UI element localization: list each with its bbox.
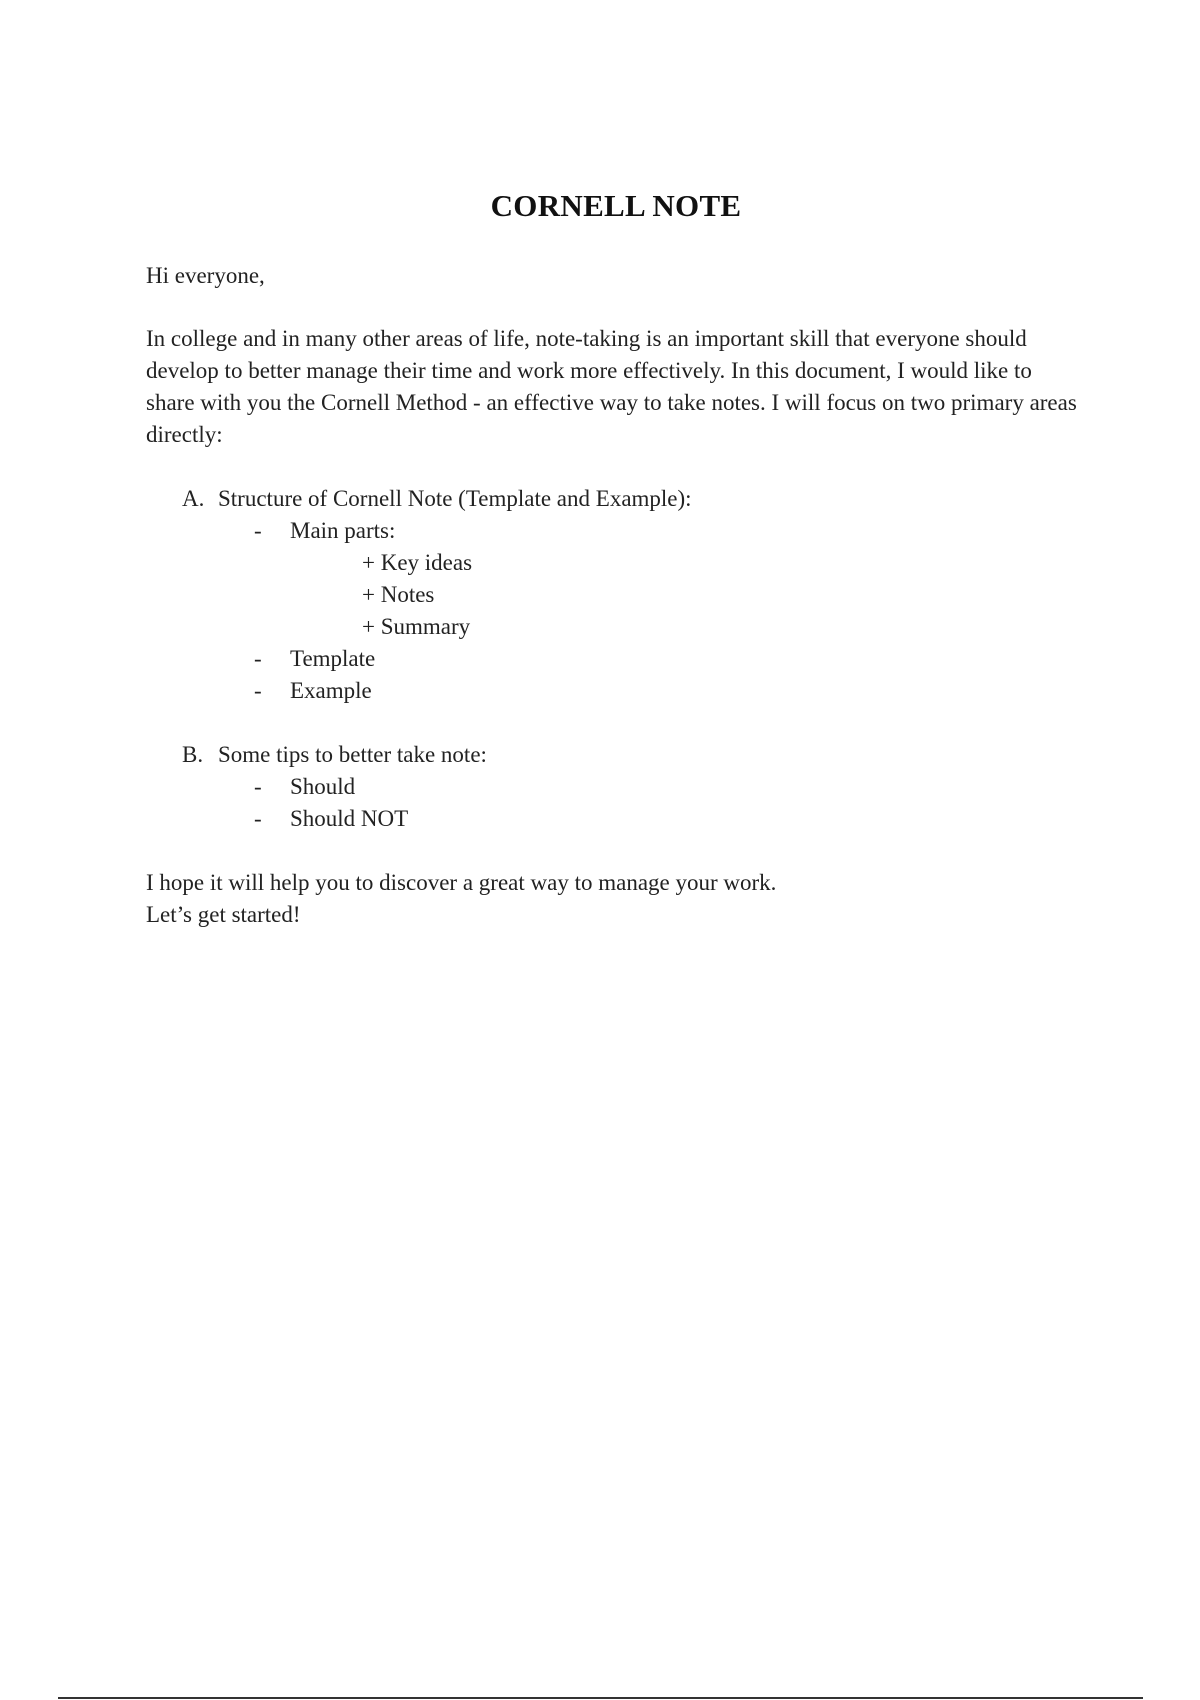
list-item-label: Template <box>290 646 376 671</box>
list-item-label: Should <box>290 774 356 799</box>
closing-line-2: Let’s get started! <box>146 902 301 927</box>
intro-paragraph: In college and in many other areas of life, note-taking is an important skill that everyone should develop to better manage their time and work more effectively. In this document, I would like to share with you the Cornell Method - an effective way to take notes. I will focus on two primary areas directly: <box>146 326 1077 447</box>
section-b-heading <box>146 739 1086 771</box>
dash-bullet: - <box>254 646 262 671</box>
footer-divider <box>58 1697 1143 1699</box>
list-item-label: Main parts: <box>290 518 396 543</box>
greeting: Hi everyone, <box>146 263 265 288</box>
sub-item-key-ideas: + Key ideas <box>362 550 473 575</box>
section-b <box>146 739 1086 835</box>
list-item-label: Should NOT <box>290 806 409 831</box>
list-item-main-parts <box>146 515 1086 547</box>
section-a <box>146 483 1086 707</box>
dash-bullet: - <box>254 678 262 703</box>
sub-item-notes: + Notes <box>362 582 435 607</box>
dash-bullet: - <box>254 806 262 831</box>
sub-item-summary: + Summary <box>362 614 471 639</box>
closing-paragraph <box>146 867 1086 931</box>
section-a-heading <box>146 483 1086 515</box>
section-b-letter: B. <box>182 742 204 767</box>
document-body <box>146 180 1086 931</box>
section-b-heading-text: Some tips to better take note: <box>218 742 487 767</box>
dash-bullet: - <box>254 518 262 543</box>
document-title: CORNELL NOTE <box>490 188 742 223</box>
list-item-label: Example <box>290 678 372 703</box>
section-a-letter: A. <box>182 486 205 511</box>
list-item-template <box>146 643 1086 675</box>
list-item-should-not <box>146 803 1086 835</box>
closing-line-1: I hope it will help you to discover a great way to manage your work. <box>146 870 777 895</box>
dash-bullet: - <box>254 774 262 799</box>
list-item-should <box>146 771 1086 803</box>
section-a-heading-text: Structure of Cornell Note (Template and Example): <box>218 486 692 511</box>
list-item-example <box>146 675 1086 707</box>
